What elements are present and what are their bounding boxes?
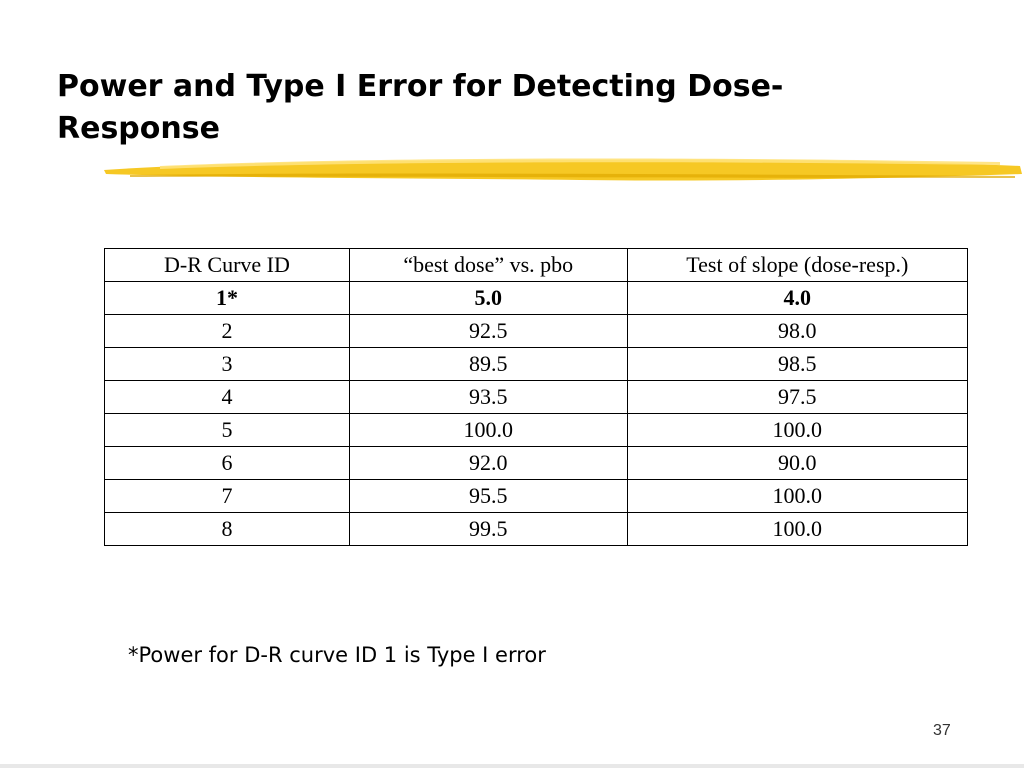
table-row — [105, 447, 968, 480]
table-row — [105, 414, 968, 447]
cell-curve-id: 5 — [105, 414, 350, 447]
table-row — [105, 513, 968, 546]
title-line-1: Power and Type I Error for Detecting Dose- — [57, 69, 784, 104]
cell-best-dose: 95.5 — [349, 480, 627, 513]
cell-best-dose: 93.5 — [349, 381, 627, 414]
cell-best-dose: 100.0 — [349, 414, 627, 447]
slide-title — [57, 66, 957, 150]
dose-response-table — [104, 248, 968, 546]
header-test-of-slope: Test of slope (dose-resp.) — [627, 249, 967, 282]
cell-best-dose: 92.0 — [349, 447, 627, 480]
cell-curve-id: 4 — [105, 381, 350, 414]
header-curve-id: D-R Curve ID — [105, 249, 350, 282]
cell-curve-id: 8 — [105, 513, 350, 546]
cell-best-dose: 89.5 — [349, 348, 627, 381]
cell-test-of-slope: 98.5 — [627, 348, 967, 381]
table-header-row — [105, 249, 968, 282]
cell-test-of-slope: 4.0 — [627, 282, 967, 315]
cell-test-of-slope: 97.5 — [627, 381, 967, 414]
page-number: 37 — [933, 722, 951, 739]
cell-curve-id: 1* — [105, 282, 350, 315]
bottom-divider — [0, 764, 1024, 768]
cell-curve-id: 2 — [105, 315, 350, 348]
cell-best-dose: 99.5 — [349, 513, 627, 546]
table-row — [105, 315, 968, 348]
table-row — [105, 348, 968, 381]
title-line-2: Response — [57, 111, 220, 146]
table-row — [105, 381, 968, 414]
cell-test-of-slope: 100.0 — [627, 480, 967, 513]
table-row — [105, 480, 968, 513]
cell-curve-id: 3 — [105, 348, 350, 381]
footnote: *Power for D-R curve ID 1 is Type I error — [128, 643, 546, 667]
header-best-dose: “best dose” vs. pbo — [349, 249, 627, 282]
cell-test-of-slope: 90.0 — [627, 447, 967, 480]
cell-best-dose: 92.5 — [349, 315, 627, 348]
cell-test-of-slope: 100.0 — [627, 513, 967, 546]
cell-curve-id: 6 — [105, 447, 350, 480]
cell-best-dose: 5.0 — [349, 282, 627, 315]
cell-test-of-slope: 100.0 — [627, 414, 967, 447]
cell-curve-id: 7 — [105, 480, 350, 513]
table-row — [105, 282, 968, 315]
yellow-brush-stroke-divider — [100, 148, 1024, 188]
cell-test-of-slope: 98.0 — [627, 315, 967, 348]
